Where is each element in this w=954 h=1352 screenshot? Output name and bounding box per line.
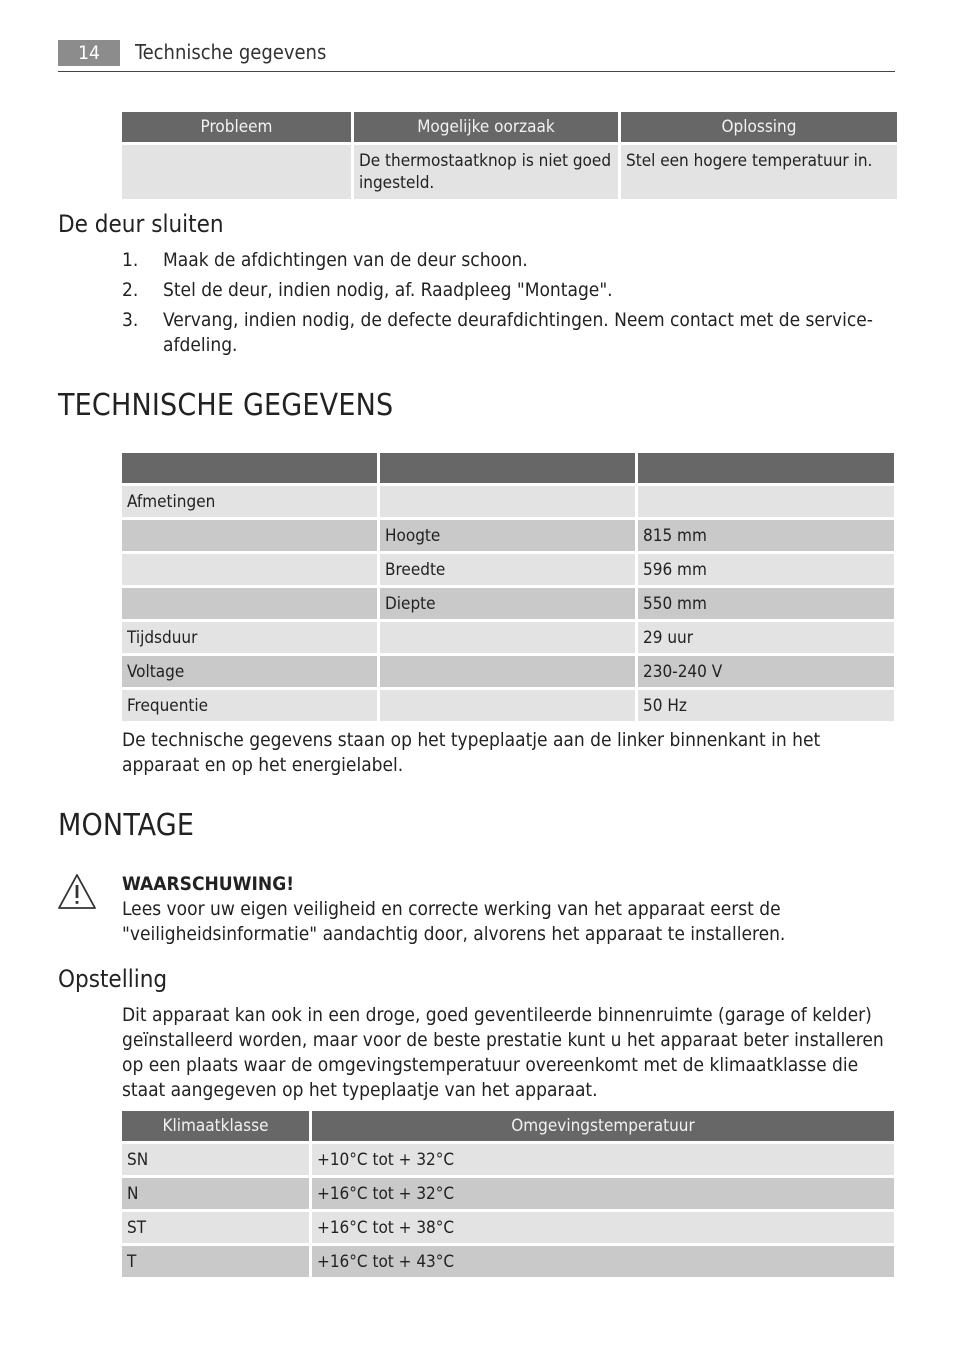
table-row [122, 622, 894, 653]
climate-class-table [119, 1108, 897, 1280]
table-cell: 230-240 V [638, 656, 894, 687]
header-cell: Klimaatklasse [122, 1111, 309, 1141]
page-number: 14 [58, 40, 120, 66]
step-text: Stel de deur, indien nodig, af. Raadpleeg "Montage". [163, 279, 613, 301]
table-row [122, 690, 894, 721]
table-cell: 550 mm [638, 588, 894, 619]
problem-cell [122, 145, 351, 199]
warning-title: WAARSCHUWING! [122, 873, 295, 895]
header-cell [380, 453, 635, 483]
table-cell [122, 554, 377, 585]
table-cell: Tijdsduur [122, 622, 377, 653]
list-item [122, 278, 892, 303]
section-title-tech: TECHNISCHE GEGEVENS [58, 388, 394, 423]
list-item [122, 248, 892, 273]
tech-note: De technische gegevens staan op het typeplaatje aan de linker binnenkant in het apparaat en op het energielabel. [122, 729, 821, 776]
step-number: 1. [122, 249, 139, 271]
warning-block [122, 872, 892, 947]
table-row [122, 554, 894, 585]
warning-triangle-icon [57, 873, 97, 910]
solution-cell: Stel een hogere temperatuur in. [621, 145, 897, 199]
table-cell: Diepte [380, 588, 635, 619]
table-cell [380, 690, 635, 721]
table-cell: +16°C tot + 32°C [312, 1178, 894, 1209]
header-cell [638, 453, 894, 483]
table-header-row [122, 1111, 894, 1141]
tech-data-table [119, 450, 897, 724]
table-cell: +16°C tot + 43°C [312, 1246, 894, 1277]
cause-cell: De thermostaatknop is niet goed ingesteld. [354, 145, 618, 199]
table-cell: Voltage [122, 656, 377, 687]
header-cell: Probleem [122, 112, 351, 142]
section-title-montage: MONTAGE [58, 808, 195, 843]
table-cell: Frequentie [122, 690, 377, 721]
table-cell: T [122, 1246, 309, 1277]
header-divider [58, 71, 895, 72]
table-cell: ST [122, 1212, 309, 1243]
table-cell [380, 486, 635, 517]
table-row [122, 1212, 894, 1243]
warning-text: Lees voor uw eigen veiligheid en correcte werking van het apparaat eerst de "veiligheidsinformatie" aandachtig door, alvorens het apparaat te installeren. [122, 898, 786, 945]
list-item [122, 308, 892, 358]
door-steps-list [122, 248, 892, 363]
table-cell: SN [122, 1144, 309, 1175]
table-header-row [122, 112, 897, 142]
section-title-placement: Opstelling [58, 965, 168, 993]
table-cell: 596 mm [638, 554, 894, 585]
table-cell: 815 mm [638, 520, 894, 551]
step-number: 3. [122, 309, 139, 331]
table-cell [122, 520, 377, 551]
table-row [122, 588, 894, 619]
header-cell: Mogelijke oorzaak [354, 112, 618, 142]
running-title: Technische gegevens [135, 40, 327, 64]
table-cell [638, 486, 894, 517]
step-text: Maak de afdichtingen van de deur schoon. [163, 249, 528, 271]
table-cell: +16°C tot + 38°C [312, 1212, 894, 1243]
table-cell [380, 622, 635, 653]
table-cell: 50 Hz [638, 690, 894, 721]
section-title-door: De deur sluiten [58, 210, 224, 238]
header-cell: Omgevingstemperatuur [312, 1111, 894, 1141]
table-row [122, 486, 894, 517]
table-cell: Breedte [380, 554, 635, 585]
table-cell: Afmetingen [122, 486, 377, 517]
step-text: Vervang, indien nodig, de defecte deurafdichtingen. Neem contact met de service-afdeling. [163, 309, 873, 356]
table-cell: 29 uur [638, 622, 894, 653]
table-cell: N [122, 1178, 309, 1209]
problem-table [119, 109, 900, 202]
placement-text: Dit apparaat kan ook in een droge, goed geventileerde binnenruimte (garage of kelder) geïnstalleerd worden, maar voor de beste prestatie kunt u het apparaat beter installeren op een plaats waar de omgevingstemperatuur overeenkomt met de klimaatklasse die staat aangegeven op het typeplaatje van het apparaat. [122, 1004, 884, 1101]
header-cell [122, 453, 377, 483]
table-row [122, 1246, 894, 1277]
table-row [122, 656, 894, 687]
table-row [122, 1144, 894, 1175]
table-cell [122, 588, 377, 619]
table-row [122, 1178, 894, 1209]
table-row [122, 520, 894, 551]
header-cell: Oplossing [621, 112, 897, 142]
step-number: 2. [122, 279, 139, 301]
table-cell: +10°C tot + 32°C [312, 1144, 894, 1175]
table-cell: Hoogte [380, 520, 635, 551]
table-cell [380, 656, 635, 687]
table-row [122, 145, 897, 199]
table-header-row [122, 453, 894, 483]
